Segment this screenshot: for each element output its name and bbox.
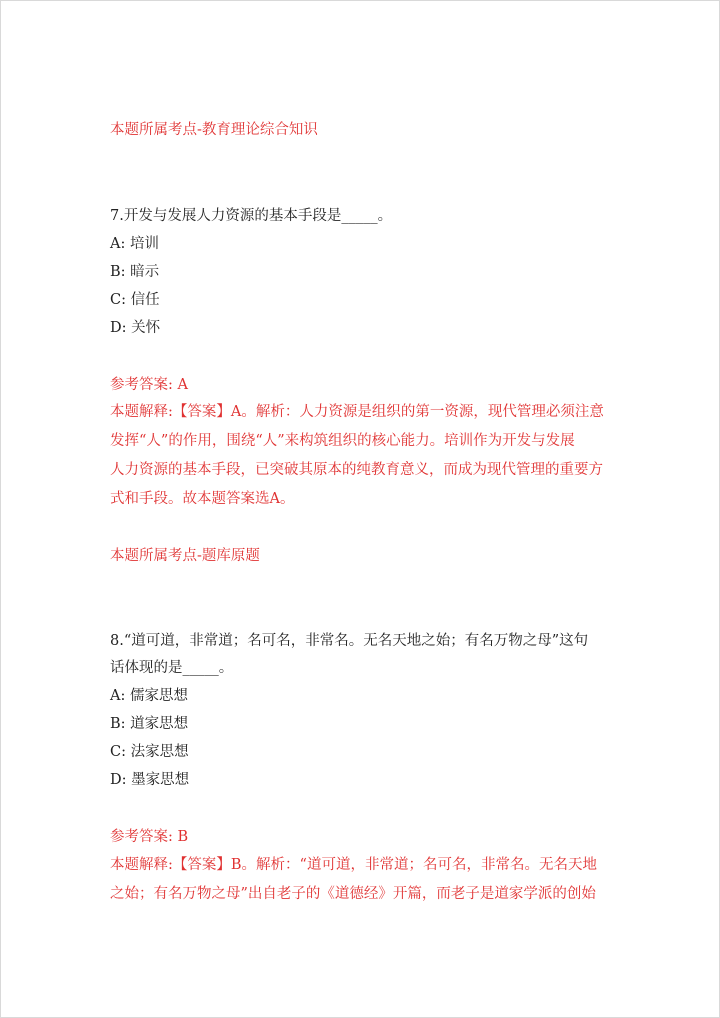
option-b: B: 暗示 <box>110 264 160 280</box>
option-d: D: 关怀 <box>110 320 161 336</box>
explanation-line: 本题解释:【答案】A。解析：人力资源是组织的第一资源，现代管理必须注意 <box>110 404 604 420</box>
question-7-text: 7.开发与发展人力资源的基本手段是_____。 <box>110 208 393 224</box>
explanation-line: 本题解释:【答案】B。解析：“道可道，非常道；名可名，非常名。无名天地 <box>110 857 597 873</box>
explanation-line: 式和手段。故本题答案选A。 <box>110 491 295 507</box>
option-c: C: 法家思想 <box>110 744 189 760</box>
question-8-text: 8.“道可道，非常道；名可名，非常名。无名天地之始；有名万物之母”这句 <box>110 633 589 649</box>
option-d: D: 墨家思想 <box>110 772 190 788</box>
option-b: B: 道家思想 <box>110 716 189 732</box>
option-a: A: 儒家思想 <box>110 688 188 704</box>
question-8-text: 话体现的是_____。 <box>110 660 234 676</box>
explanation-line: 人力资源的基本手段，已突破其原本的纯教育意义，而成为现代管理的重要方 <box>110 462 603 478</box>
option-c: C: 信任 <box>110 292 160 308</box>
topic-label: 本题所属考点-题库原题 <box>110 548 260 564</box>
explanation-line: 发挥“人”的作用，围绕“人”来构筑组织的核心能力。培训作为开发与发展 <box>110 433 575 449</box>
answer-label: 参考答案: A <box>110 377 188 393</box>
explanation-line: 之始；有名万物之母”出自老子的《道德经》开篇，而老子是道家学派的创始 <box>110 886 596 902</box>
topic-label: 本题所属考点-教育理论综合知识 <box>110 122 318 138</box>
answer-label: 参考答案: B <box>110 829 189 845</box>
option-a: A: 培训 <box>110 236 159 252</box>
